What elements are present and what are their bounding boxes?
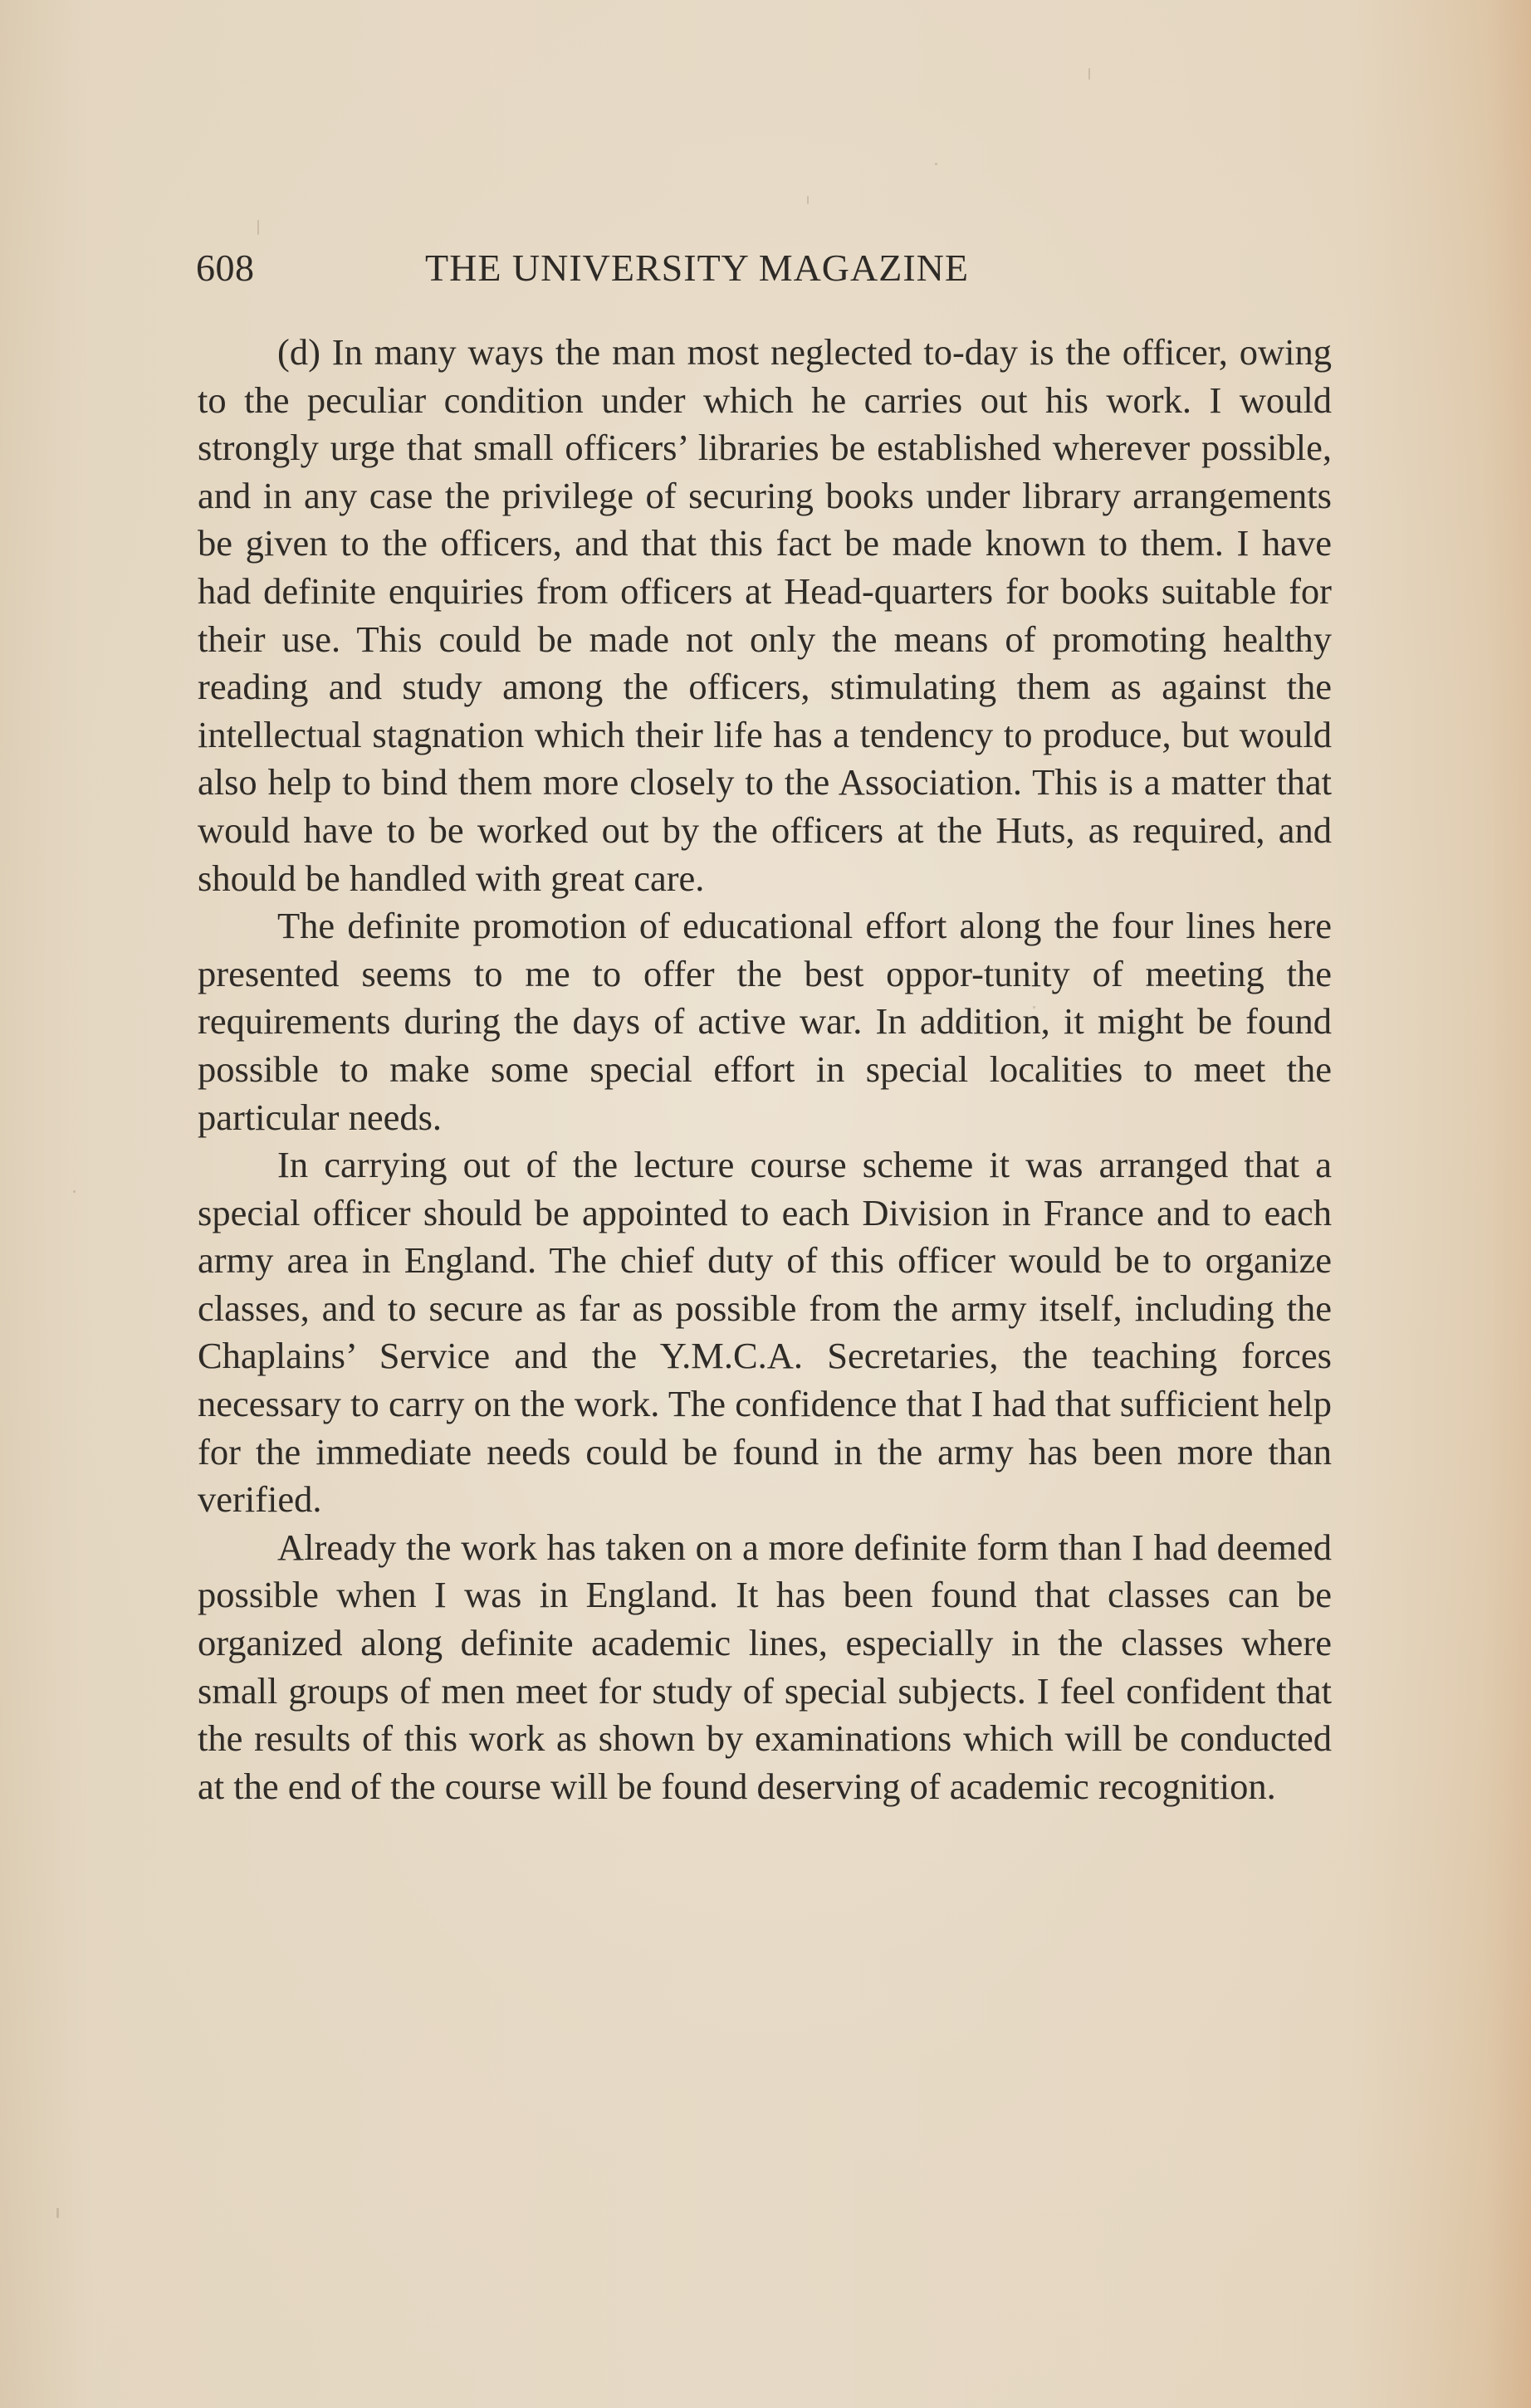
paragraph-lecture-course: In carrying out of the lecture course scheme it was arranged that a special officer should be appointed to each Division in France and to each army area in England. The chief duty of this officer would be to organize classes, and to secure as far as possible from the army itself, including the Chaplains’ Service and the Y.M.C.A. Secretaries, the teaching forces necessary to carry on the work. The confidence that I had that sufficient help for the immediate needs could be found in the army has been more than verified. <box>198 1144 1332 1521</box>
page-header <box>196 239 1084 297</box>
paper-speck <box>1088 68 1090 80</box>
page-number: 608 <box>196 247 255 289</box>
paper-speck <box>935 163 937 165</box>
paragraph-officers-libraries: (d) In many ways the man most neglected to-day is the officer, owing to the peculiar condition under which he carries out his work. I would strongly urge that small officers’ libraries be established wherever possible, and in any case the privilege of securing books under library arrangements be given to the officers, and that this fact be made known to them. I have had definite enquiries from officers at Head-quarters for books suitable for their use. This could be made not only the means of promoting healthy reading and study among the officers, stimulating them as against the intellectual stagnation which their life has a tendency to produce, but would also help to bind them more closely to the Association. This is a matter that would have to be worked out by the officers at the Huts, as required, and should be handled with great care. <box>198 331 1332 899</box>
paper-speck <box>73 1190 76 1193</box>
running-title: THE UNIVERSITY MAGAZINE <box>425 247 969 289</box>
paper-speck <box>257 220 259 235</box>
paragraph-educational-effort: The definite promotion of educational effort along the four lines here presented seems to me to offer the best oppor-tunity of meeting the requirements during the days of active war. In addition, it might be found possible to make some special effort in special localities to meet the particular needs. <box>198 905 1332 1138</box>
paper-speck <box>1033 1006 1035 1009</box>
paragraph-academic-recognition: Already the work has taken on a more definite form than I had deemed possible when I was in England. It has been found that classes can be organized along definite academic lines, especially in the classes where small groups of men meet for study of special subjects. I feel confident that the results of this work as shown by examinations which will be conducted at the end of the course will be found deserving of academic recognition. <box>198 1526 1332 1807</box>
paper-speck <box>56 2208 59 2218</box>
paper-speck <box>807 196 809 204</box>
body-text <box>198 329 1332 1810</box>
